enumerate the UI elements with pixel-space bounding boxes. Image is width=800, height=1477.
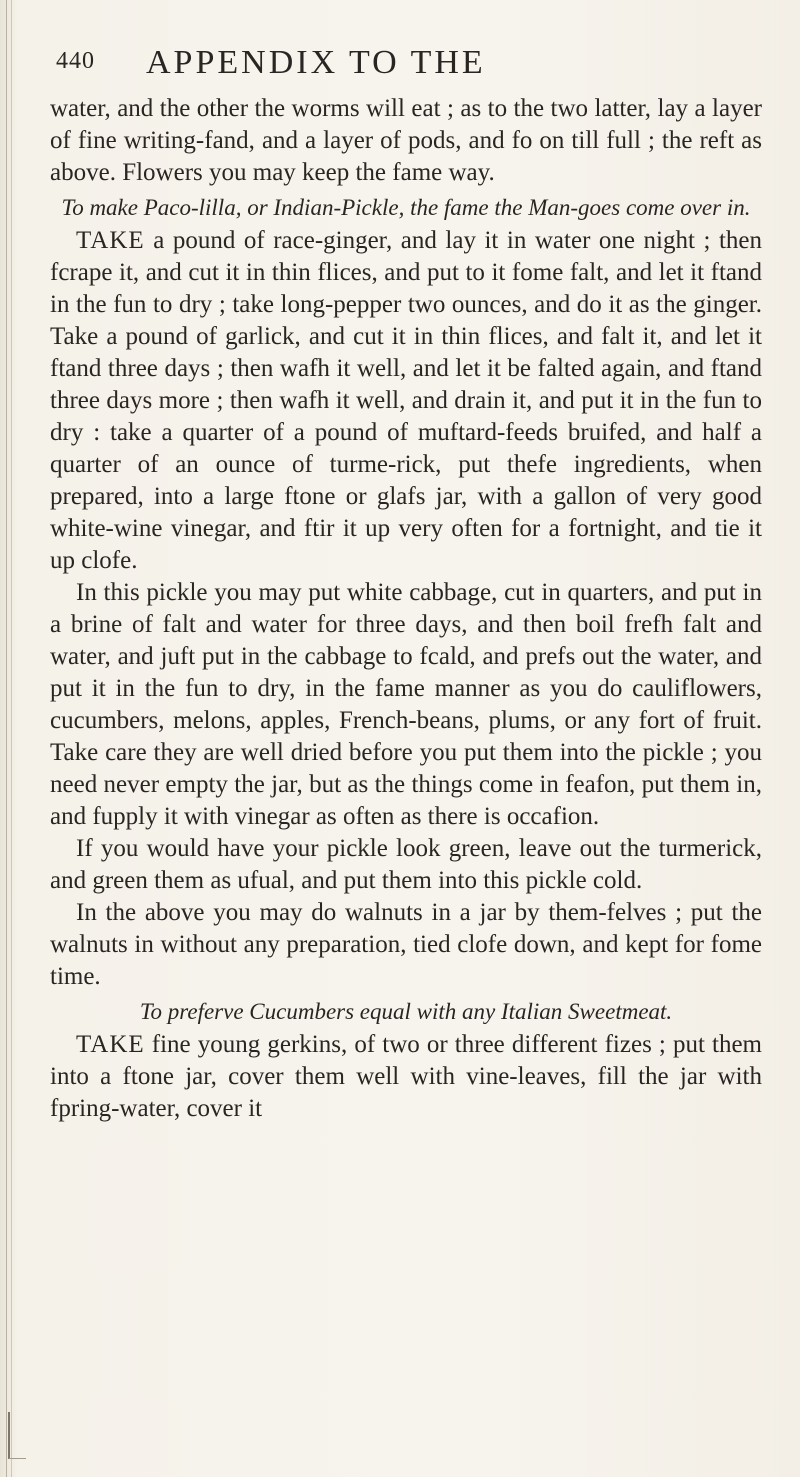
paragraph-paco-lilla-text: a pound of race-ginger, and lay it in water one night ; then fcrape it, and cut it in thin flices, and put to it fome falt, and let it ftand in the fun to dry ; take long-pepper two ounces, and do it as the ginger. Take a pound of garlick, and cut it in thin flices, and falt it, and let it ftand three days ; then wafh it well, and let it be falted again, and ftand three days more ; then wafh it well, and drain it, and put it in the fun to dry : take a quarter of a pound of muftard-feeds bruifed, and half a quarter of an ounce of turme-rick, put thefe ingredients, when prepared, into a large ftone or glafs jar, with a gallon of very good white-wine vinegar, and ftir it up very often for a fortnight, and tie it up clofe. xyxy=(50,227,762,574)
running-head: APPENDIX TO THE xyxy=(146,44,486,81)
paragraph-paco-lilla xyxy=(50,225,762,577)
page-header xyxy=(56,44,746,84)
page-binding-edge xyxy=(6,0,12,1477)
paragraph-walnuts: In the above you may do walnuts in a jar by them-felves ; put the walnuts in without any preparation, tied clofe down, and kept for fome time. xyxy=(50,899,762,990)
paragraph-green-pickle: If you would have your pickle look green, leave out the turmerick, and green them as ufual, and put them into this pickle cold. xyxy=(50,835,762,894)
drop-word: TAKE xyxy=(76,227,145,254)
paragraph-continuation: water, and the other the worms will eat ; as to the two latter, lay a layer of fine writing-fand, and a layer of pods, and fo on till full ; the reft as above. Flowers you may keep the fame way. xyxy=(50,95,762,186)
drop-word: TAKE xyxy=(76,1031,145,1058)
page-body xyxy=(50,93,762,1125)
recipe-heading-paco-lilla: To make Paco-lilla, or Indian-Pickle, the fame the Man-goes come over in. xyxy=(61,195,751,220)
page-corner-mark xyxy=(8,1412,26,1459)
paragraph-cucumbers-text: fine young gerkins, of two or three different fizes ; put them into a ftone jar, cover them well with vine-leaves, fill the jar with fpring-water, cover it xyxy=(50,1031,763,1122)
paragraph-cabbage: In this pickle you may put white cabbage, cut in quarters, and put in a brine of falt and water for three days, and then boil frefh falt and water, and juft put in the cabbage to fcald, and prefs out the water, and put it in the fun to dry, in the fame manner as you do cauliflowers, cucumbers, melons, apples, French-beans, plums, or any fort of fruit. Take care they are well dried before you put them into the pickle ; you need never empty the jar, but as the things come in feafon, put them in, and fupply it with vinegar as often as there is occafion. xyxy=(50,579,762,830)
paragraph-cucumbers xyxy=(50,1029,762,1125)
recipe-heading-cucumbers: To preferve Cucumbers equal with any Italian Sweetmeat. xyxy=(139,999,673,1024)
page-number: 440 xyxy=(56,48,95,74)
